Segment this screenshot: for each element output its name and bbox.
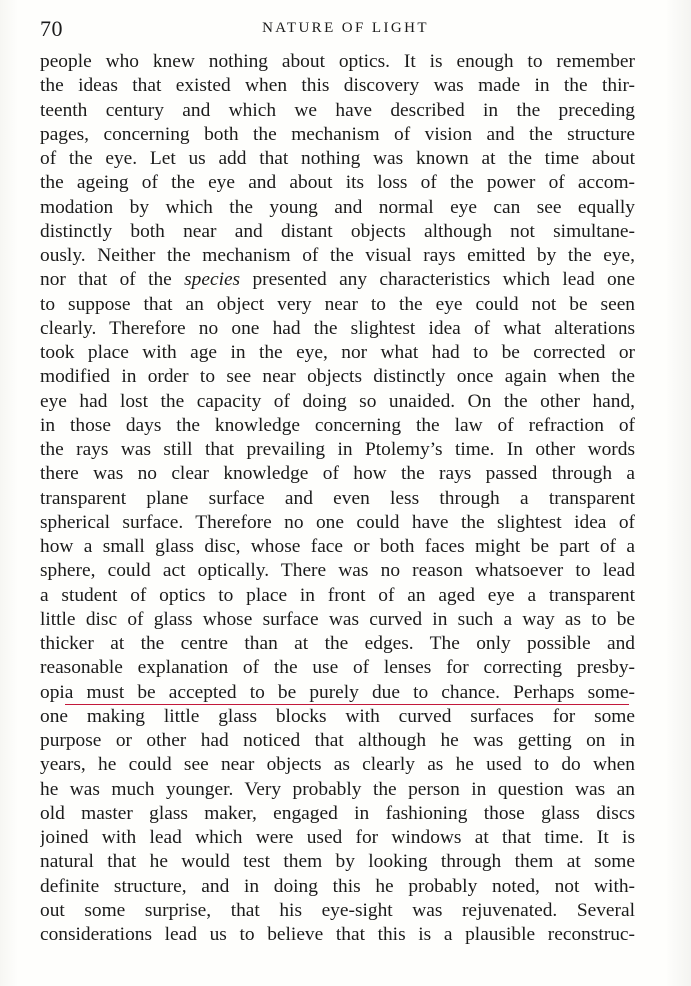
text-line: the ideas that existed when this discovery was made in the thir- [40,75,635,97]
text-line: how a small glass disc, whose face or both faces might be part of a [40,536,635,557]
text-line: out some surprise, that his eye-sight was rejuvenated. Several [40,899,635,921]
text-line: modified in order to see near objects distinctly once again when the [40,366,635,388]
text-line [40,268,635,292]
text-line: people who knew nothing about optics. It is enough to remember [40,51,635,72]
text-line: sphere, could act optically. There was no reason whatsoever to lead [40,560,635,582]
text-line: distinctly both near and distant objects although not simultane- [40,220,635,242]
text-line: natural that he would test them by looking through them at some [40,851,635,873]
text-segment-before: nor that of the [40,269,185,291]
text-segment-after: - [628,681,635,703]
text-line: pages, concerning both the mechanism of vision and the structure [40,123,635,145]
text-line: definite structure, and in doing this he probably noted, not with- [40,875,635,897]
text-line [40,681,635,705]
text-line: clearly. Therefore no one had the slightest idea of what alterations [40,317,635,339]
text-line: took place with age in the eye, nor what had to be corrected or [40,342,635,363]
text-line: the ageing of the eye and about its loss of the power of accom- [40,172,635,194]
text-segment-italic: species [184,269,241,291]
text-line: one making little glass blocks with curved surfaces for some [40,705,635,727]
text-line: of the eye. Let us add that nothing was known at the time about [40,148,635,169]
body-text [40,50,635,947]
text-segment-before: opi [40,681,65,703]
page-header [40,14,651,44]
text-line: little disc of glass whose surface was curved in such a way as to be [40,608,635,630]
text-line: thicker at the centre than at the edges. The only possible and [40,633,635,654]
text-line: years, he could see near objects as clearly as he used to do when [40,754,635,776]
text-line: there was no clear knowledge of how the rays passed through a [40,463,635,485]
text-line: modation by which the young and normal eye can see equally [40,196,635,218]
running-head: NATURE OF LIGHT [262,20,429,36]
text-line: spherical surface. Therefore no one could have the slightest idea of [40,511,635,533]
text-line: considerations lead us to believe that this is a plausible reconstruc- [40,924,635,945]
text-line: teenth century and which we have described in the preceding [40,99,635,121]
text-line: he was much younger. Very probably the person in question was an [40,778,635,800]
text-line: old master glass maker, engaged in fashioning those glass discs [40,802,635,824]
text-segment-highlight: a must be accepted to be purely due to chance. Perhaps some [65,682,629,705]
text-line: ously. Neither the mechanism of the visual rays emitted by the eye, [40,245,635,266]
text-line: a student of optics to place in front of an aged eye a transparent [40,584,635,606]
text-line: eye had lost the capacity of doing so unaided. On the other hand, [40,390,635,412]
text-line: to suppose that an object very near to the eye could not be seen [40,293,635,315]
text-line: reasonable explanation of the use of lenses for correcting presby- [40,657,635,679]
text-line: in those days the knowledge concerning the law of refraction of [40,414,635,436]
text-line: joined with lead which were used for windows at that time. It is [40,827,635,848]
text-segment-after: presented any characteristics which lead one [240,269,635,291]
text-line: purpose or other had noticed that although he was getting on in [40,730,635,751]
page-number: 70 [40,16,63,41]
text-line: the rays was still that prevailing in Ptolemy’s time. In other words [40,439,635,460]
text-line: transparent plane surface and even less through a transparent [40,487,635,509]
